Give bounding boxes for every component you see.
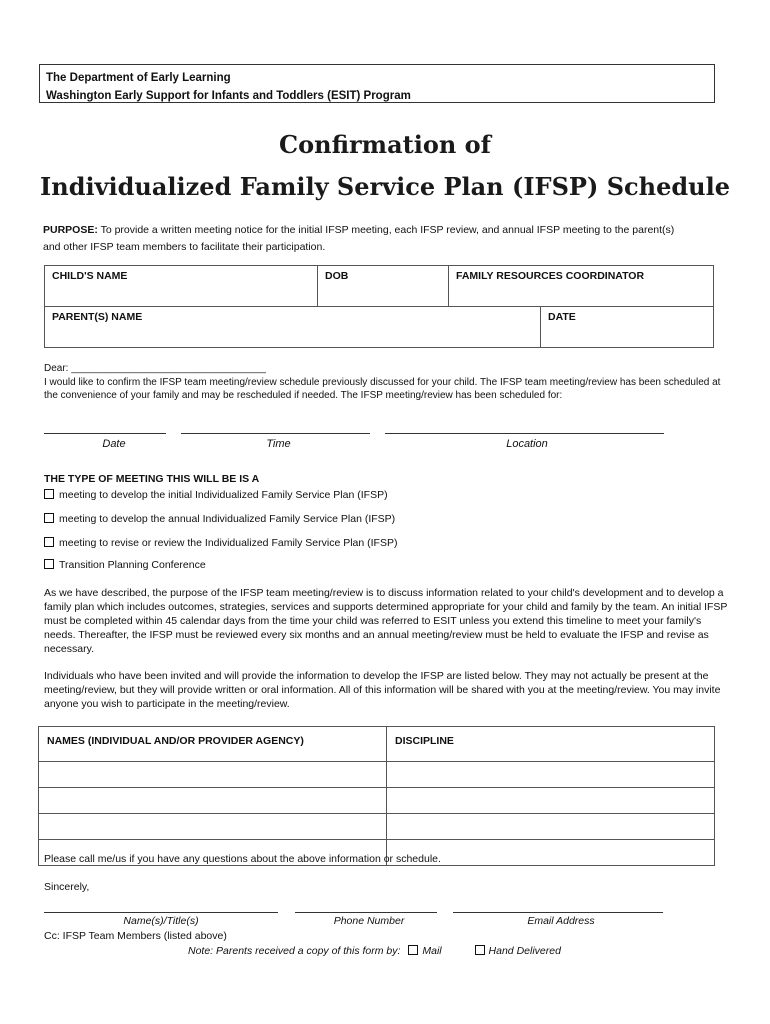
option-transition-conference[interactable] bbox=[44, 559, 206, 571]
time-entry-line[interactable] bbox=[181, 433, 370, 434]
checkbox-icon[interactable] bbox=[44, 559, 54, 569]
purpose-statement bbox=[43, 222, 693, 256]
dob-label: DOB bbox=[325, 270, 349, 282]
program-name: Washington Early Support for Infants and Toddlers (ESIT) Program bbox=[46, 90, 411, 102]
date-entry-line[interactable] bbox=[44, 433, 166, 434]
table-row bbox=[39, 788, 715, 814]
hand-delivered-checkbox-icon[interactable] bbox=[475, 945, 485, 955]
child-info-table bbox=[44, 265, 714, 348]
purpose-paragraph: As we have described, the purpose of the IFSP team meeting/review is to discuss information related to your child's development and to develop a family plan which includes outcomes, strategies, services and supports determined appropriate for your child and family by the team. An initial IFSP must be completed within 45 calendar days from the time your child was referred to ESIT unless you extend this timeline to meet your family's needs. Thereafter, the IFSP must be reviewed every six months and an annual meeting/review must be held to evaluate the IFSP and revise as necessary. bbox=[44, 587, 728, 655]
meeting-type-heading: THE TYPE OF MEETING THIS WILL BE IS A bbox=[44, 473, 260, 485]
frc-label: FAMILY RESOURCES COORDINATOR bbox=[456, 270, 645, 282]
phone-signature-line[interactable] bbox=[295, 912, 437, 913]
name-cell[interactable] bbox=[39, 814, 387, 840]
location-caption: Location bbox=[506, 438, 548, 450]
team-members-table bbox=[38, 726, 715, 866]
discipline-cell[interactable] bbox=[387, 762, 715, 788]
childs-name-field[interactable] bbox=[45, 266, 318, 307]
name-cell[interactable] bbox=[39, 788, 387, 814]
purpose-text: To provide a written meeting notice for the initial IFSP meeting, each IFSP review, and annual IFSP meeting to the parent(s) and other IFSP team members to facilitate their participation. bbox=[43, 224, 675, 253]
mail-label: Mail bbox=[422, 945, 442, 957]
parents-name-label: PARENT(S) NAME bbox=[52, 311, 143, 323]
purpose-label: PURPOSE: bbox=[43, 224, 98, 236]
frc-field[interactable] bbox=[449, 266, 714, 307]
option-revise-ifsp[interactable] bbox=[44, 537, 397, 549]
discipline-column-header: DISCIPLINE bbox=[387, 727, 715, 762]
email-caption: Email Address bbox=[527, 915, 595, 927]
names-caption: Name(s)/Title(s) bbox=[123, 915, 199, 927]
phone-caption: Phone Number bbox=[333, 915, 405, 927]
call-text: Please call me/us if you have any questions about the above information or schedule. bbox=[44, 853, 441, 865]
invited-paragraph: Individuals who have been invited and will provide the information to develop the IFSP are listed below. They may not actually be present at the meeting/review, but they will provide written or oral information. All of this information will be shared with you at the meeting/review. You may invite anyone you wish to participate in the meeting/review. bbox=[44, 670, 721, 710]
option-label: meeting to develop the annual Individualized Family Service Plan (IFSP) bbox=[59, 513, 396, 525]
sincerely-text: Sincerely, bbox=[44, 881, 90, 893]
discipline-cell[interactable] bbox=[387, 814, 715, 840]
department-name: The Department of Early Learning bbox=[46, 72, 231, 84]
letter-paragraph: I would like to confirm the IFSP team meeting/review schedule previously discussed for your child. The IFSP team meeting/review has been scheduled at the convenience of your family and may be rescheduled if needed. The IFSP meeting/review has been scheduled for: bbox=[44, 376, 721, 401]
option-initial-ifsp[interactable] bbox=[44, 489, 388, 501]
email-signature-line[interactable] bbox=[453, 912, 663, 913]
agency-header bbox=[39, 64, 715, 103]
dob-field[interactable] bbox=[318, 266, 449, 307]
mail-checkbox-icon[interactable] bbox=[408, 945, 418, 955]
note-text: Note: Parents received a copy of this form by: bbox=[188, 945, 401, 957]
childs-name-label: CHILD'S NAME bbox=[52, 270, 128, 282]
table-row bbox=[39, 762, 715, 788]
option-label: meeting to revise or review the Individualized Family Service Plan (IFSP) bbox=[59, 537, 398, 549]
date-caption: Date bbox=[102, 438, 126, 450]
hand-delivered-label: Hand Delivered bbox=[488, 945, 561, 957]
option-annual-ifsp[interactable] bbox=[44, 513, 395, 525]
date-field[interactable] bbox=[541, 307, 714, 348]
page-title-line1: Confirmation of bbox=[279, 130, 491, 159]
names-signature-line[interactable] bbox=[44, 912, 278, 913]
option-label: meeting to develop the initial Individualized Family Service Plan (IFSP) bbox=[59, 489, 388, 501]
name-cell[interactable] bbox=[39, 762, 387, 788]
parents-name-field[interactable] bbox=[45, 307, 541, 348]
names-column-header: NAMES (INDIVIDUAL AND/OR PROVIDER AGENCY) bbox=[39, 727, 387, 762]
letter-body bbox=[44, 362, 724, 403]
page-title-line2: Individualized Family Service Plan (IFSP) Schedule bbox=[40, 172, 730, 201]
table-row bbox=[39, 814, 715, 840]
discipline-cell[interactable] bbox=[387, 788, 715, 814]
dear-line: Dear: ___________________________________ bbox=[44, 363, 266, 374]
location-entry-line[interactable] bbox=[385, 433, 664, 434]
time-caption: Time bbox=[266, 438, 291, 450]
checkbox-icon[interactable] bbox=[44, 537, 54, 547]
checkbox-icon[interactable] bbox=[44, 513, 54, 523]
checkbox-icon[interactable] bbox=[44, 489, 54, 499]
option-label: Transition Planning Conference bbox=[59, 559, 206, 571]
delivery-note bbox=[188, 945, 561, 957]
cc-text: Cc: IFSP Team Members (listed above) bbox=[44, 930, 227, 942]
date-label: DATE bbox=[548, 311, 576, 323]
